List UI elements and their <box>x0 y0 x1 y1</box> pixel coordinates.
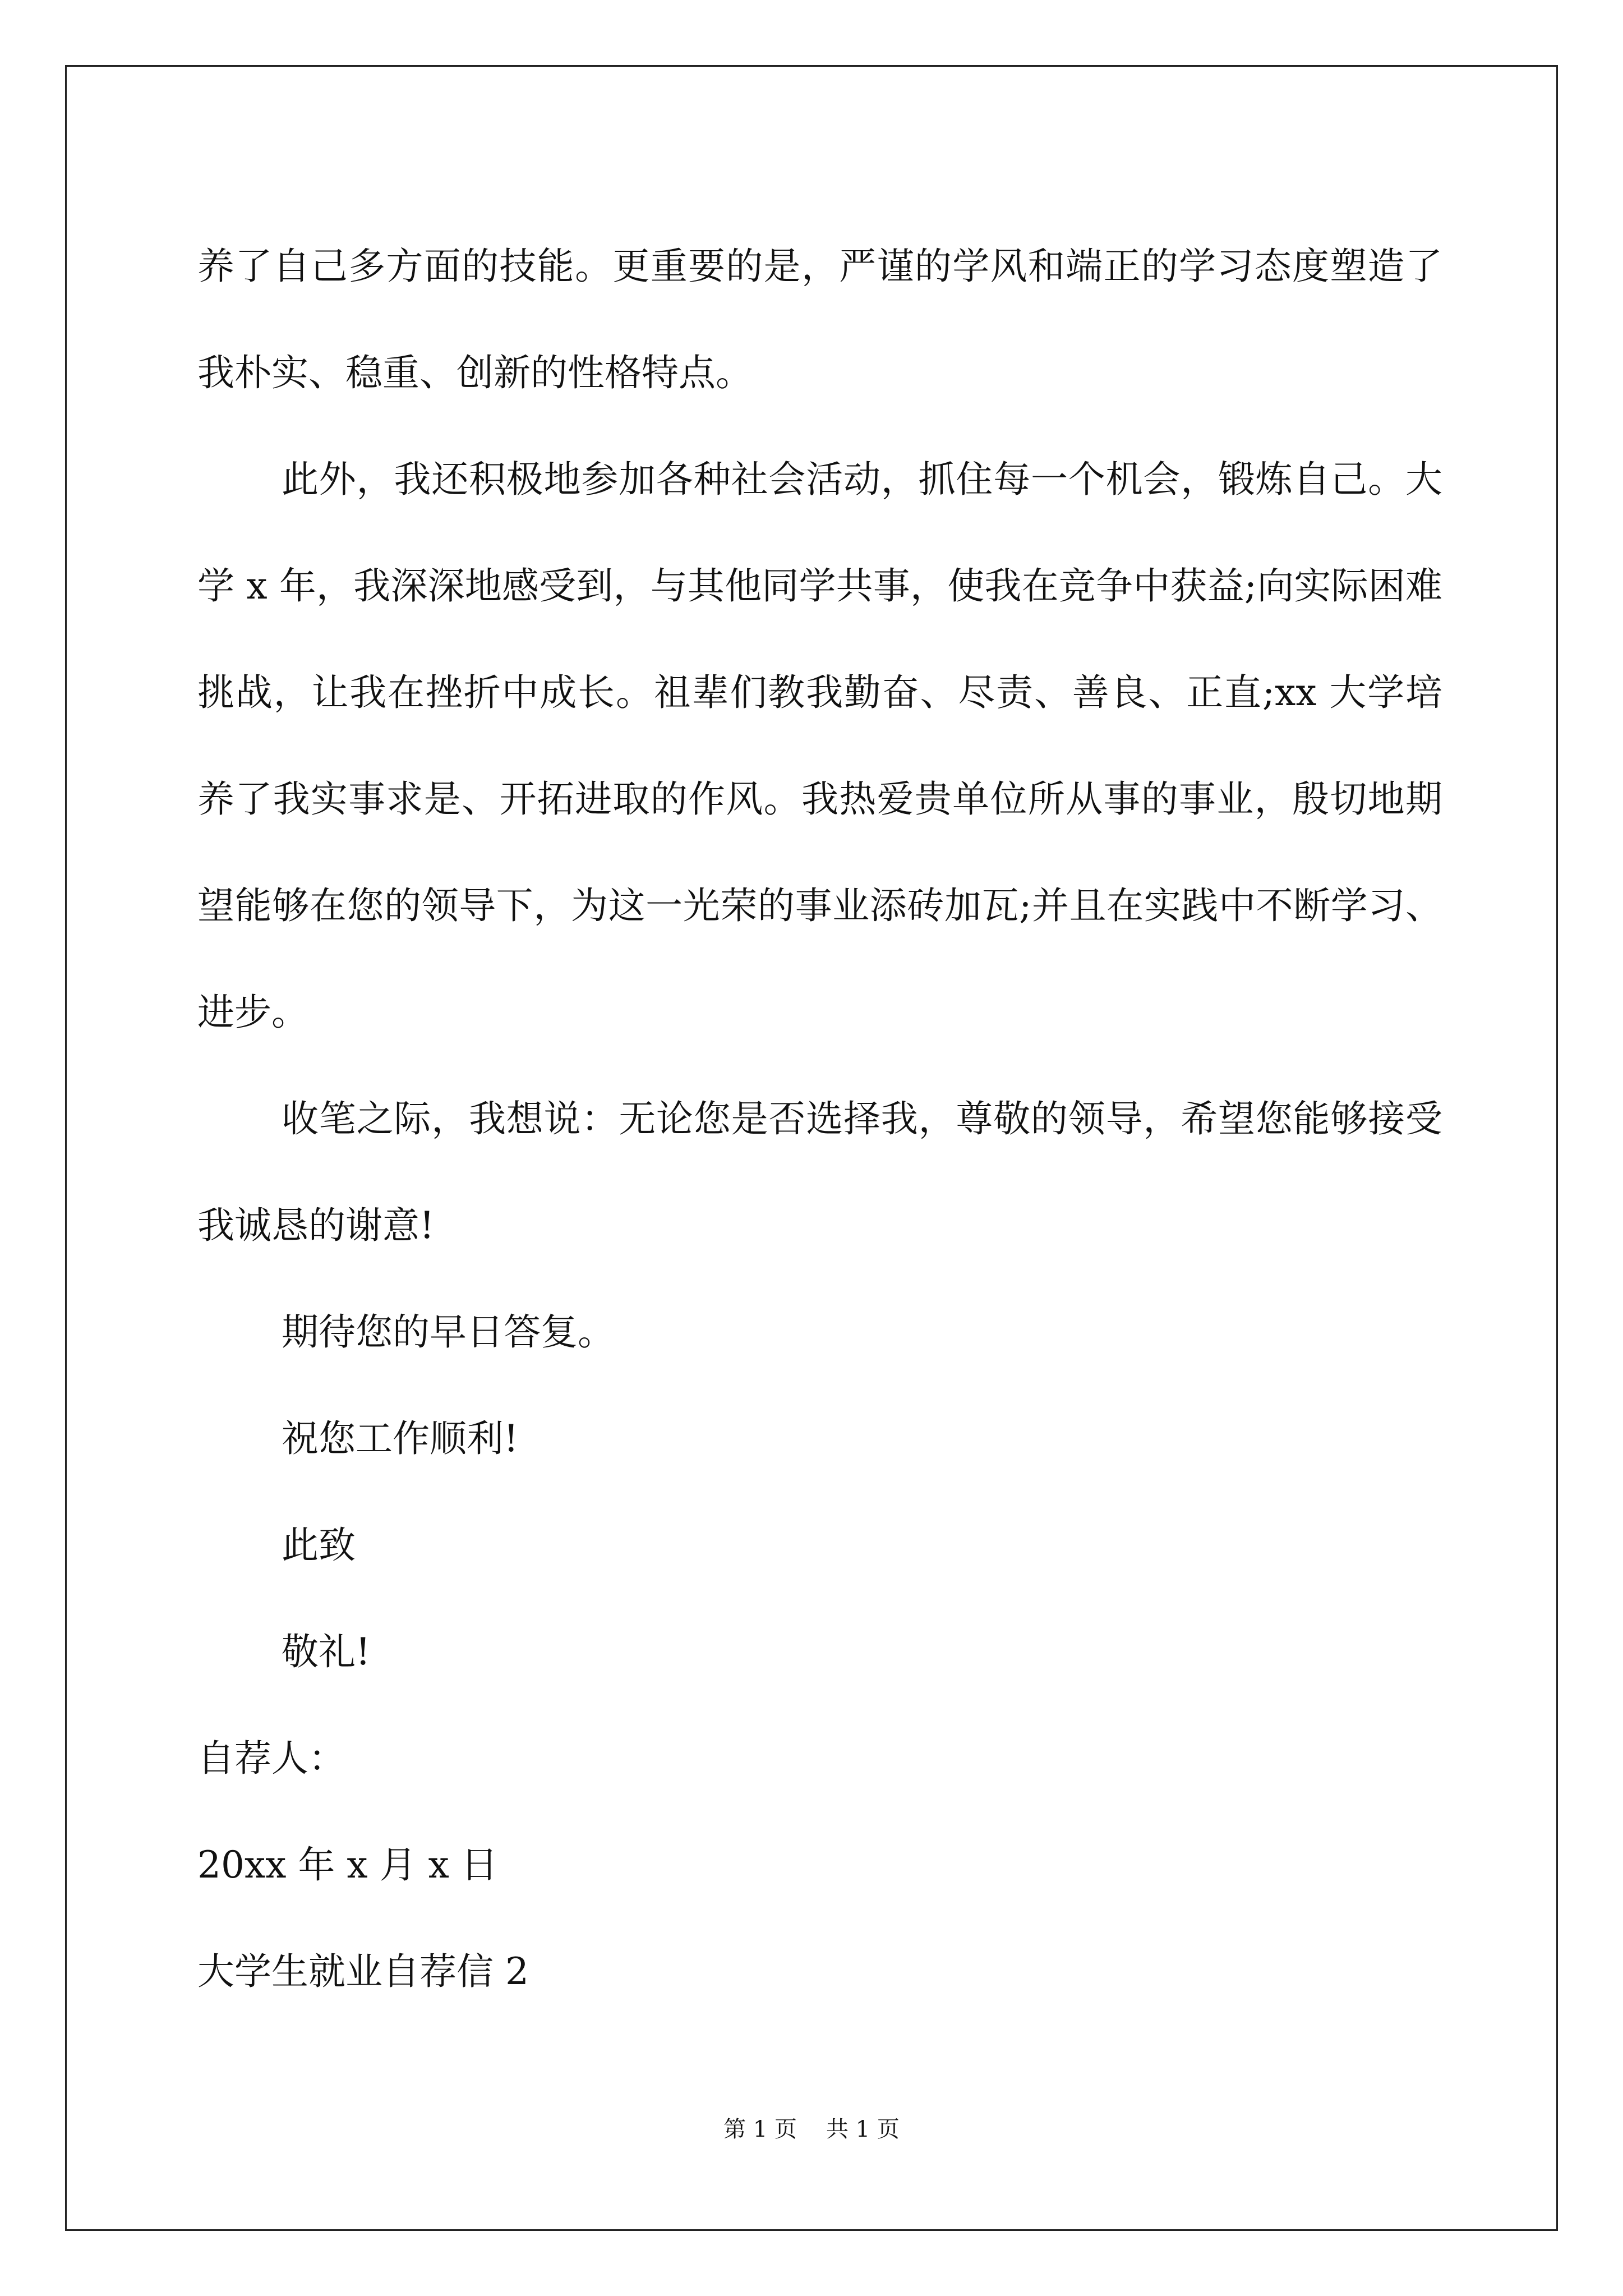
salutation-cizhi: 此致 <box>282 1524 356 1567</box>
paragraph-skills: 养了自己多方面的技能。更重要的是，严谨的学风和端正的学习态度塑造了我朴实、稳重、创新的性格特点。 <box>197 245 1442 394</box>
next-letter-title: 大学生就业自荐信 2 <box>197 1950 529 1993</box>
paragraph-await-reply: 期待您的早日答复。 <box>282 1310 615 1354</box>
document-body <box>197 213 1442 2025</box>
signature-label: 自荐人： <box>197 1737 345 1780</box>
page-number-total: 共 1 页 <box>826 2116 900 2142</box>
signature-date: 20xx 年 x 月 x 日 <box>197 1843 498 1887</box>
salutation-jingli: 敬礼! <box>282 1630 371 1673</box>
page-footer <box>0 2114 1623 2145</box>
paragraph-closing: 收笔之际，我想说：无论您是否选择我，尊敬的领导，希望您能够接受我诚恳的谢意! <box>197 1097 1442 1247</box>
page-number-current: 第 1 页 <box>723 2116 797 2142</box>
paragraph-activities: 此外，我还积极地参加各种社会活动，抓住每一个机会，锻炼自己。大学 x 年，我深深地感受到，与其他同学共事，使我在竞争中获益;向实际困难挑战，让我在挫折中成长。祖辈们教我勤奋、尽责、善良、正直;xx 大学培养了我实事求是、开拓进取的作风。我热爱贵单位所从事的事业，殷切地期望能够在您的领导下，为这一光荣的事业添砖加瓦;并且在实践中不断学习、进步。 <box>197 458 1442 1034</box>
paragraph-wish: 祝您工作顺利! <box>282 1417 519 1460</box>
